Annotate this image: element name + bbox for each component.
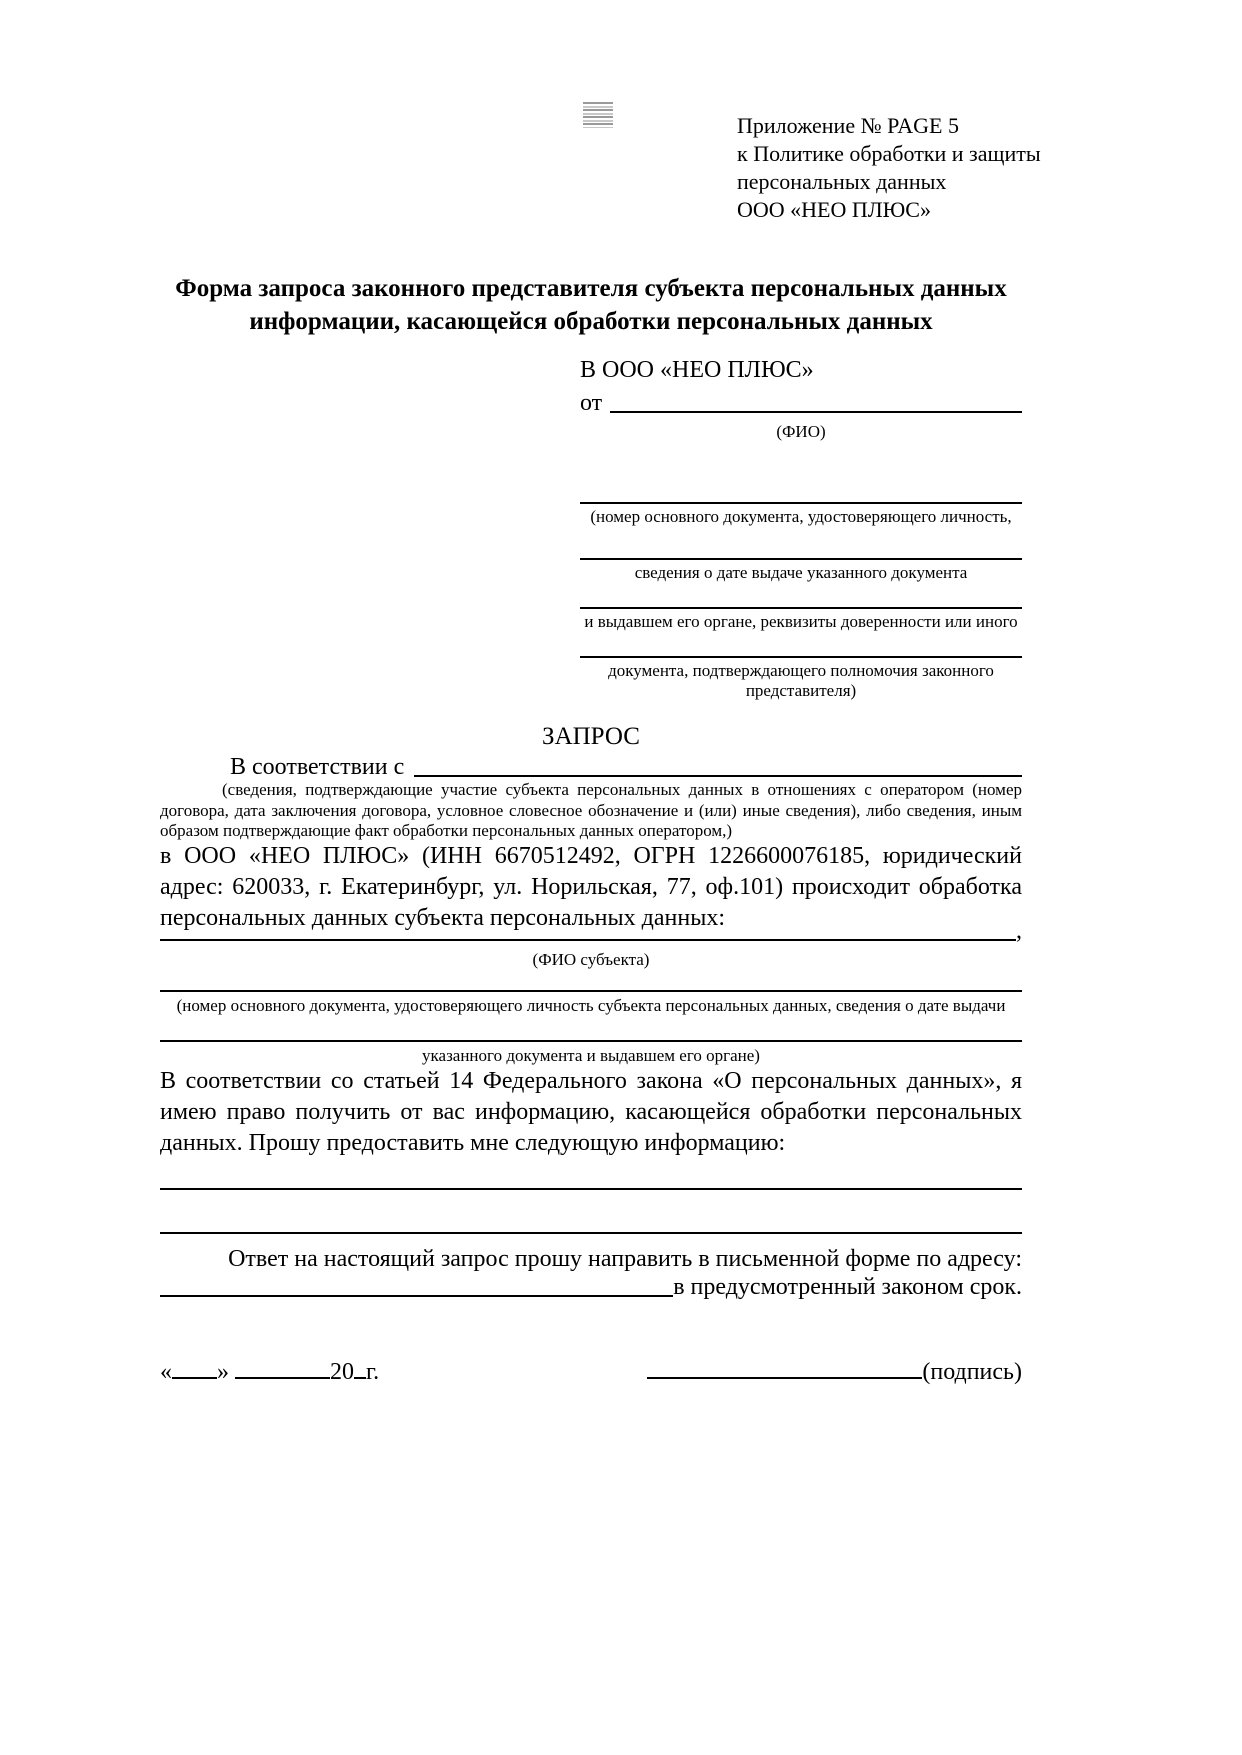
footer-row bbox=[160, 1355, 1022, 1387]
header-block bbox=[737, 112, 1041, 224]
representative-doc-line3 bbox=[580, 577, 1022, 609]
header-policy-line2: персональных данных bbox=[737, 169, 947, 194]
info-fill-line1 bbox=[160, 1160, 1022, 1190]
subject-fio-row bbox=[160, 916, 1022, 946]
response-address-line: Ответ на настоящий запрос прошу направить в письменной форме по адресу: bbox=[228, 1246, 1022, 1272]
signature-field bbox=[647, 1355, 1022, 1387]
fio-caption: (ФИО) bbox=[776, 422, 826, 441]
intro-label: В соответствии с bbox=[230, 754, 405, 780]
header-company: ООО «НЕО ПЛЮС» bbox=[737, 197, 931, 222]
law-paragraph: В соответствии со статьей 14 Федерального закона «О персональных данных», я имею право получить от вас информацию, касающейся обработки персональных данных. Прошу предоставить мне следующую информацию: bbox=[160, 1068, 1022, 1156]
request-heading: ЗАПРОС bbox=[542, 723, 640, 750]
subject-doc-caption1: (номер основного документа, удостоверяющего личность субъекта персональных данных, сведения о дате выдачи bbox=[176, 996, 1006, 1015]
embedded-thumbnail-icon bbox=[583, 102, 613, 128]
representative-doc-line2 bbox=[580, 528, 1022, 560]
date-year-suffix: г. bbox=[366, 1359, 380, 1385]
subject-fio-comma: , bbox=[1016, 918, 1022, 944]
document-title-line1: Форма запроса законного представителя субъекта персональных данных bbox=[175, 275, 1007, 302]
response-term-text: в предусмотренный законом срок. bbox=[673, 1274, 1022, 1300]
date-quote-open: « bbox=[160, 1359, 172, 1385]
from-label: от bbox=[580, 390, 603, 416]
document-title bbox=[160, 272, 1022, 338]
header-policy-line1: к Политике обработки и защиты bbox=[737, 141, 1041, 166]
date-year-blank bbox=[354, 1355, 366, 1379]
representative-doc-line4 bbox=[580, 626, 1022, 658]
date-field bbox=[160, 1355, 379, 1387]
addressee-to: В ООО «НЕО ПЛЮС» bbox=[580, 357, 814, 383]
header-appendix-line: Приложение № PAGE 5 bbox=[737, 113, 959, 138]
subject-doc-caption2: указанного документа и выдавшем его органе) bbox=[422, 1046, 760, 1065]
subject-doc-line1 bbox=[160, 962, 1022, 992]
representative-doc-caption1: (номер основного документа, удостоверяющего личность, bbox=[590, 507, 1012, 526]
info-fill-line2 bbox=[160, 1204, 1022, 1234]
from-fill-line bbox=[610, 411, 1022, 413]
signature-caption: (подпись) bbox=[922, 1359, 1022, 1385]
response-term-row bbox=[160, 1272, 1022, 1302]
intro-row bbox=[160, 752, 1022, 782]
date-quote-close: » bbox=[217, 1359, 229, 1385]
date-month-blank bbox=[235, 1355, 330, 1379]
date-day-blank bbox=[172, 1355, 217, 1379]
representative-doc-caption2: сведения о дате выдаче указанного документа bbox=[634, 563, 968, 582]
subject-fio-fill-line bbox=[160, 939, 1016, 941]
fine-print: (сведения, подтверждающие участие субъекта персональных данных в отношениях с оператором (номер договора, дата заключения договора, условное словесное обозначение и (или) иные сведения), либо сведения, иным образом подтверждающие факт обработки персональных данных оператором,) bbox=[160, 780, 1022, 840]
document-title-line2: информации, касающейся обработки персональных данных bbox=[249, 308, 933, 335]
intro-fill-line bbox=[414, 775, 1022, 777]
date-year-prefix: 20 bbox=[330, 1359, 354, 1385]
representative-doc-line1 bbox=[580, 472, 1022, 504]
representative-doc-caption3: и выдавшем его органе, реквизиты доверенности или иного bbox=[584, 612, 1018, 631]
address-fill-line bbox=[160, 1295, 673, 1297]
representative-doc-caption4: документа, подтверждающего полномочия законного представителя) bbox=[608, 661, 994, 700]
subject-fio-caption: (ФИО субъекта) bbox=[532, 950, 650, 969]
from-field-row bbox=[580, 388, 1022, 418]
subject-doc-line2 bbox=[160, 1012, 1022, 1042]
signature-blank-line bbox=[647, 1355, 922, 1379]
operator-paragraph: в ООО «НЕО ПЛЮС» (ИНН 6670512492, ОГРН 1226600076185, юридический адрес: 620033, г. Екатеринбург, ул. Норильская, 77, оф.101) происходит обработка персональных данных субъекта персональных данных: bbox=[160, 843, 1022, 931]
